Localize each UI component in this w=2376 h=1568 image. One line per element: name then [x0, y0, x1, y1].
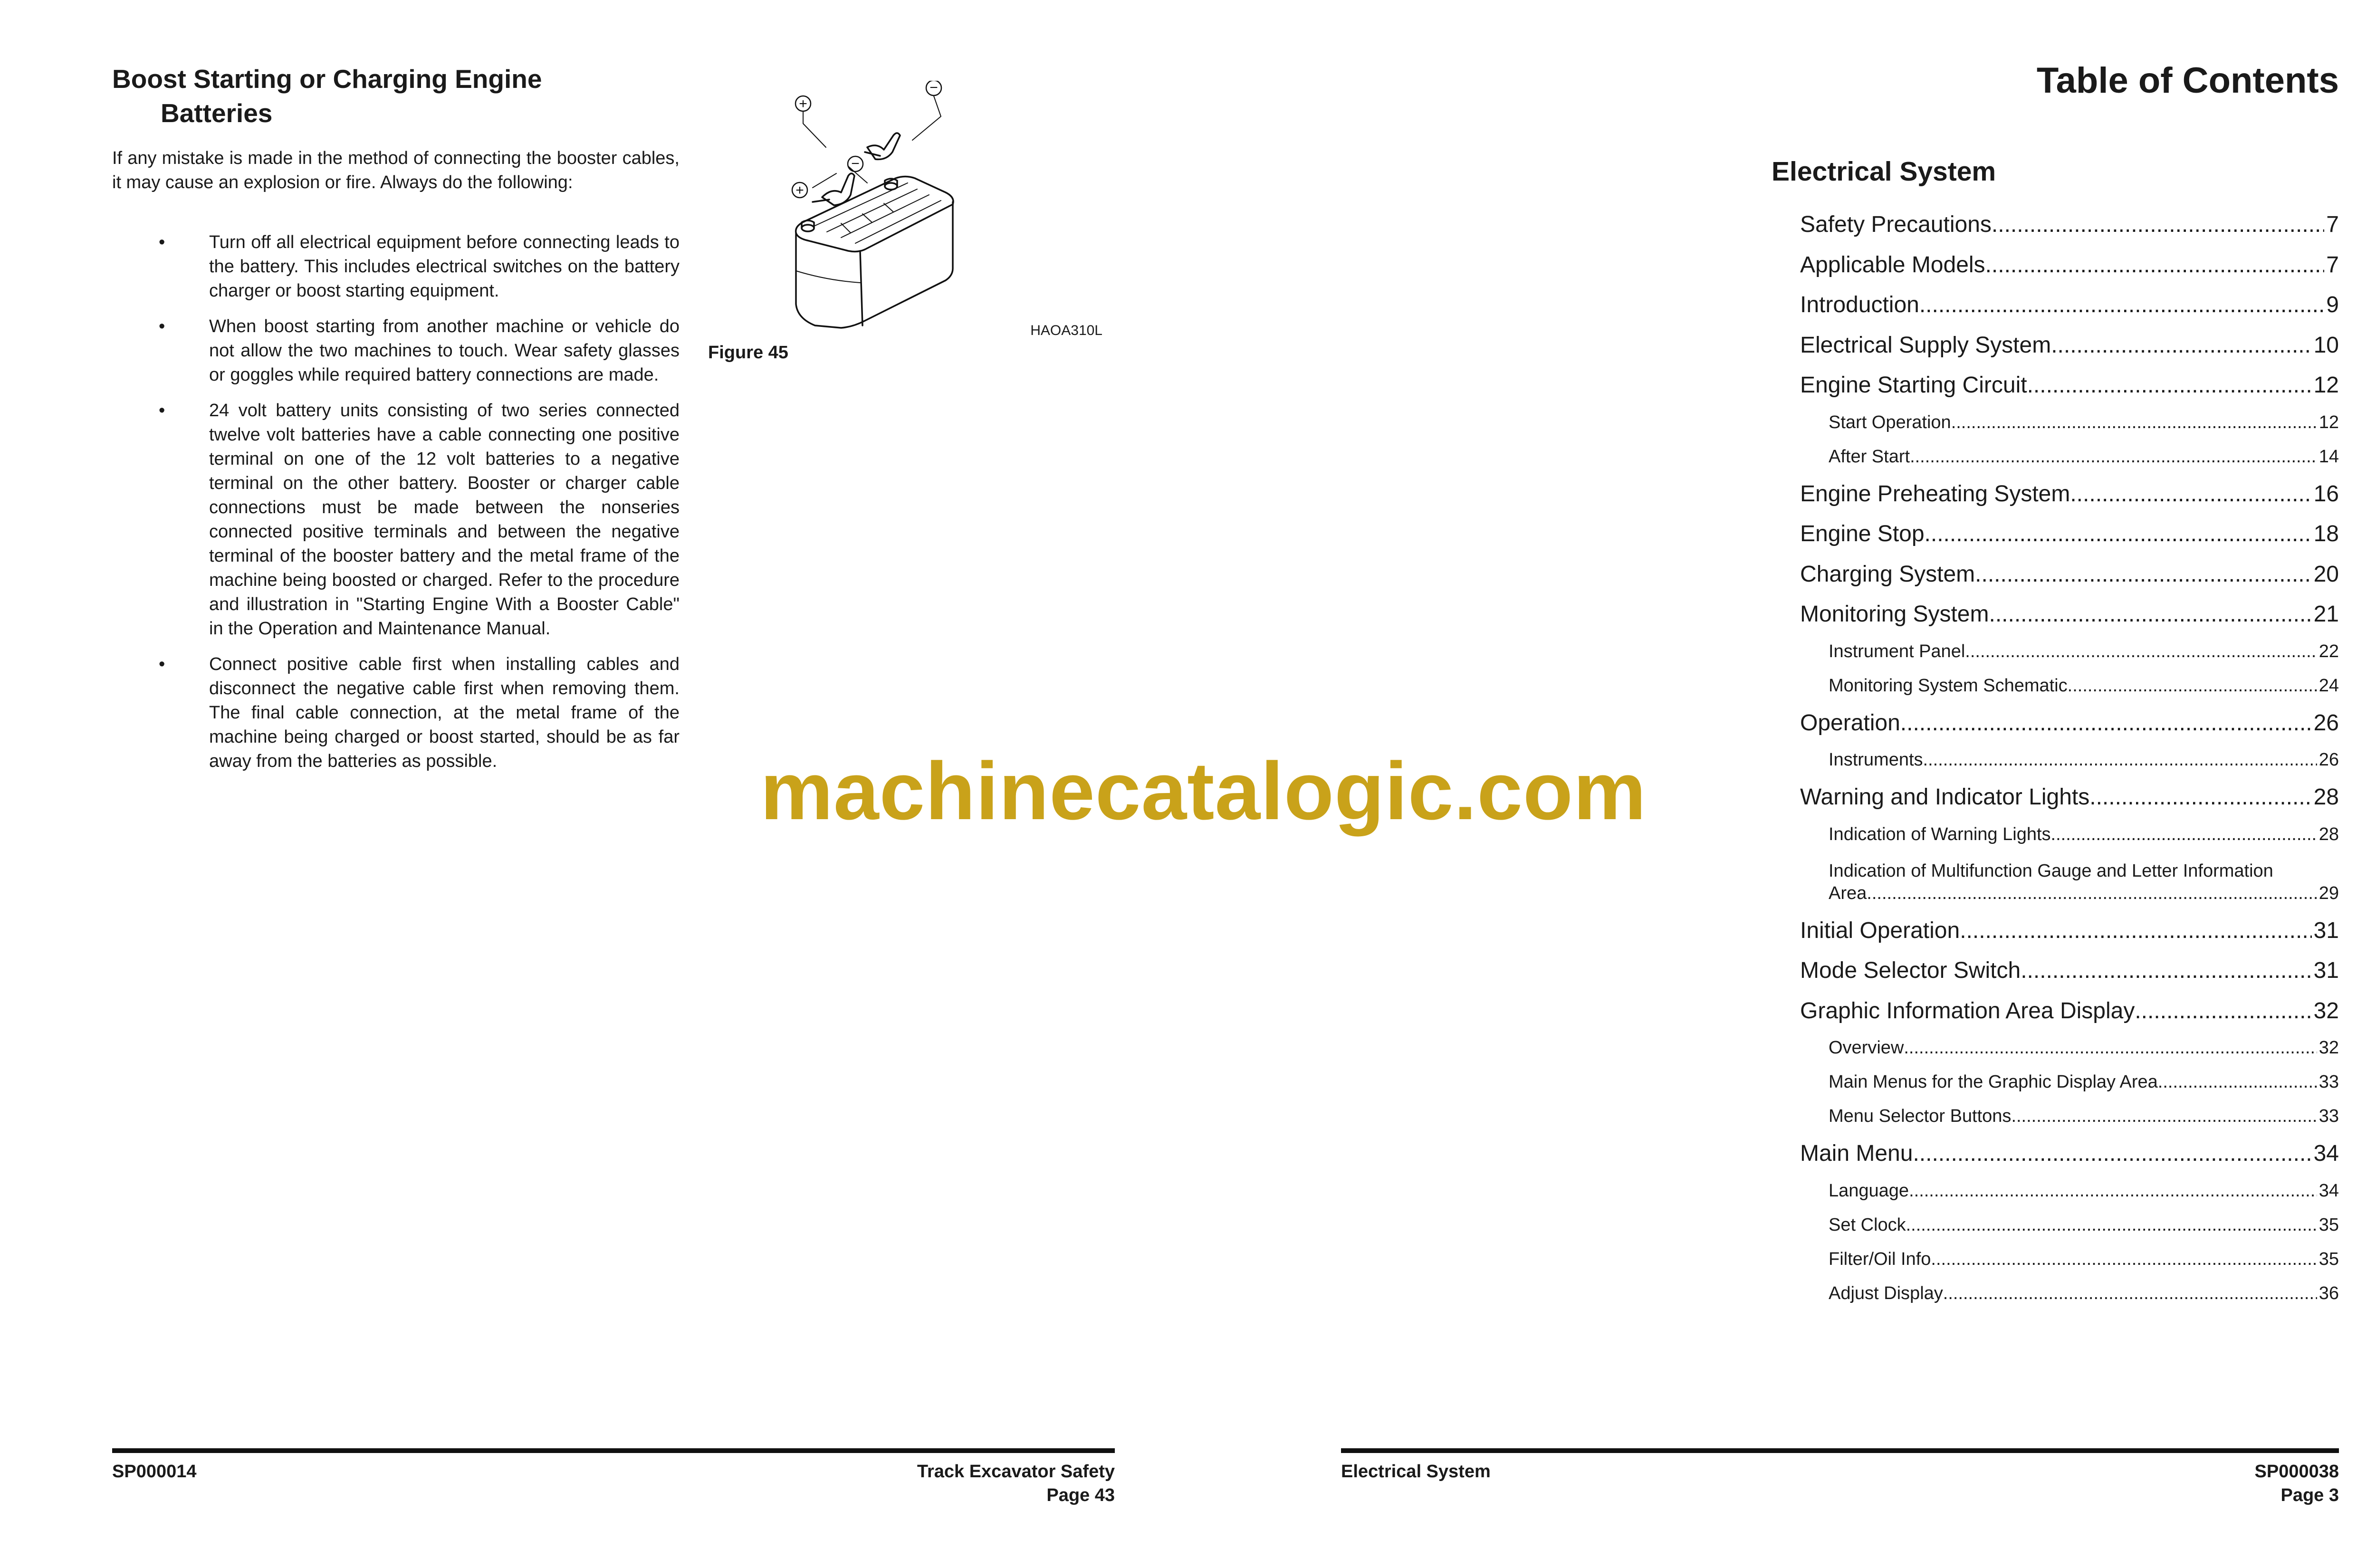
- toc-page-number: 31: [2313, 918, 2339, 943]
- toc-entry-line: [1800, 784, 2339, 810]
- toc-entry-label: Operation: [1800, 710, 1900, 736]
- toc-entry-line: [1800, 481, 2339, 507]
- toc-page-number: 32: [2319, 1038, 2339, 1058]
- toc-page-number: 33: [2319, 1106, 2339, 1126]
- toc-entry[interactable]: [1800, 412, 2339, 447]
- footer-page-left: Page 43: [1046, 1485, 1115, 1505]
- toc-entry[interactable]: [1800, 447, 2339, 481]
- toc-entry[interactable]: [1800, 710, 2339, 750]
- toc-entry[interactable]: [1800, 332, 2339, 373]
- toc-page-number: 34: [2319, 1180, 2339, 1201]
- toc-dot-leader: [1951, 412, 2317, 433]
- toc-entry-label: After Start: [1829, 446, 1910, 467]
- toc-page-number: 7: [2326, 212, 2339, 237]
- toc-entry-line: [1800, 957, 2339, 984]
- toc-page-number: 10: [2313, 332, 2339, 358]
- toc-dot-leader: [1867, 883, 2317, 904]
- toc-page-number: 18: [2313, 521, 2339, 546]
- bullet-dot: •: [159, 654, 165, 674]
- toc-entry-line: [1800, 252, 2339, 278]
- toc-entry-line: [1829, 883, 2339, 904]
- toc-entry-label: Applicable Models: [1800, 252, 1985, 277]
- toc-section-heading: Electrical System: [1772, 156, 1996, 187]
- toc-dot-leader: [2070, 481, 2311, 507]
- bullet-item: [112, 230, 680, 303]
- toc-dot-leader: [2051, 824, 2317, 845]
- footer-section-right: Electrical System: [1341, 1462, 1491, 1482]
- toc-page-number: 22: [2319, 641, 2339, 661]
- toc-entry[interactable]: [1800, 372, 2339, 412]
- toc-entry-line: [1829, 824, 2339, 845]
- toc-dot-leader: [1909, 1181, 2317, 1201]
- toc-entry[interactable]: [1800, 521, 2339, 561]
- toc-page-number: 26: [2313, 710, 2339, 736]
- toc-entry-line: [1829, 641, 2339, 662]
- toc-page-number: 28: [2319, 824, 2339, 844]
- toc-entry-line: [1829, 750, 2339, 770]
- page-title: Table of Contents: [2036, 60, 2339, 101]
- toc-dot-leader: [1943, 1283, 2317, 1304]
- bullet-text: When boost starting from another machine or vehicle do not allow the two machines to touch. Wear safety glasses or goggles while required battery connections are made.: [209, 316, 680, 385]
- toc-entry-line: [1800, 332, 2339, 358]
- toc-entry-line: [1800, 601, 2339, 627]
- toc-entry-label: Engine Starting Circuit: [1800, 373, 2027, 398]
- toc-entry-line: [1829, 1038, 2339, 1058]
- toc-entry-label: Electrical Supply System: [1800, 332, 2051, 358]
- plus-symbol: +: [795, 182, 804, 198]
- toc-page-number: 31: [2313, 958, 2339, 983]
- table-of-contents: [1800, 211, 2339, 1318]
- toc-entry-line: [1829, 1283, 2339, 1304]
- toc-entry[interactable]: [1800, 1140, 2339, 1181]
- toc-dot-leader: [1931, 1249, 2317, 1270]
- bullet-item: [112, 315, 680, 387]
- toc-dot-leader: [2027, 372, 2312, 398]
- toc-entry-line: [1800, 211, 2339, 238]
- toc-entry-line: [1829, 1215, 2339, 1235]
- footer-rule-left: [112, 1448, 1115, 1453]
- toc-entry[interactable]: [1800, 252, 2339, 292]
- toc-dot-leader: [1975, 561, 2311, 587]
- toc-entry[interactable]: [1800, 824, 2339, 859]
- toc-page-number: 7: [2326, 252, 2339, 277]
- toc-entry-line: [1800, 292, 2339, 318]
- toc-page-number: 32: [2313, 998, 2339, 1023]
- section-title: [112, 62, 706, 130]
- toc-entry-label: Main Menu: [1800, 1141, 1913, 1166]
- toc-entry[interactable]: [1800, 957, 2339, 998]
- toc-entry-label: Adjust Display: [1829, 1283, 1943, 1303]
- toc-entry-label: Charging System: [1800, 561, 1975, 587]
- toc-entry[interactable]: [1800, 1249, 2339, 1283]
- toc-page-number: 35: [2319, 1249, 2339, 1269]
- toc-dot-leader: [1919, 292, 2324, 318]
- footer-doc-id-left: SP000014: [112, 1462, 197, 1482]
- toc-entry-line: [1800, 372, 2339, 398]
- toc-dot-leader: [1900, 710, 2312, 736]
- toc-page-number: 29: [2319, 883, 2339, 903]
- toc-entry-label: Start Operation: [1829, 412, 1951, 432]
- toc-entry-line: [1829, 1181, 2339, 1201]
- footer-doc-id-right: SP000038: [2254, 1462, 2339, 1482]
- toc-entry-label: Mode Selector Switch: [1800, 958, 2021, 983]
- toc-page-number: 12: [2319, 412, 2339, 432]
- toc-entry-label: Engine Stop: [1800, 521, 1925, 546]
- toc-entry-line: [1800, 521, 2339, 547]
- toc-entry-label: Indication of Warning Lights: [1829, 824, 2051, 844]
- toc-entry[interactable]: [1800, 784, 2339, 824]
- toc-page-number: 26: [2319, 750, 2339, 770]
- bullet-item: [112, 399, 680, 641]
- toc-entry-line: [1800, 918, 2339, 944]
- section-title-line1: Boost Starting or Charging Engine: [112, 64, 542, 94]
- toc-page-number: 34: [2313, 1141, 2339, 1166]
- toc-dot-leader: [2068, 676, 2317, 696]
- toc-page-number: 33: [2319, 1072, 2339, 1092]
- toc-entry-line: [1800, 561, 2339, 587]
- toc-entry-line: [1800, 1140, 2339, 1166]
- toc-entry-line: [1829, 412, 2339, 433]
- toc-dot-leader: [1989, 601, 2311, 627]
- toc-entry-label: Instruments: [1829, 750, 1923, 770]
- bullet-text: 24 volt battery units consisting of two series connected twelve volt batteries have a cable connecting one positive terminal on one of the 12 volt batteries to a negative terminal on the other battery. Booster or charger cable connections must be made between the nonseries connected positive terminals and between the negative terminal of the booster battery and the metal frame of the machine being boosted or charged. Refer to the procedure and illustration in "Starting Engine With a Booster Cable" in the Operation and Maintenance Manual.: [209, 401, 680, 639]
- toc-entry[interactable]: [1800, 1038, 2339, 1072]
- toc-entry[interactable]: [1800, 750, 2339, 784]
- toc-entry-label: Main Menus for the Graphic Display Area: [1829, 1072, 2158, 1092]
- footer-rule-right: [1341, 1448, 2339, 1453]
- toc-entry-label: Instrument Panel: [1829, 641, 1965, 661]
- toc-entry[interactable]: [1800, 1106, 2339, 1140]
- toc-entry-label: Graphic Information Area Display: [1800, 998, 2135, 1023]
- toc-entry-label: Introduction: [1800, 292, 1919, 317]
- toc-entry-label: Filter/Oil Info: [1829, 1249, 1931, 1269]
- toc-page-number: 9: [2326, 292, 2339, 317]
- toc-entry[interactable]: [1800, 292, 2339, 332]
- toc-dot-leader: [1910, 447, 2317, 467]
- minus-symbol: −: [929, 81, 938, 96]
- minus-symbol: −: [851, 156, 860, 172]
- bullet-dot: •: [159, 232, 165, 252]
- toc-dot-leader: [2051, 332, 2311, 358]
- battery-booster-cable-illustration: [770, 81, 969, 333]
- toc-page-number: 24: [2319, 675, 2339, 696]
- toc-entry[interactable]: [1800, 1215, 2339, 1249]
- toc-dot-leader: [2089, 784, 2311, 810]
- footer-page-right: Page 3: [2280, 1485, 2339, 1505]
- toc-page-number: 12: [2313, 373, 2339, 398]
- toc-entry[interactable]: [1800, 641, 2339, 676]
- toc-entry[interactable]: [1800, 998, 2339, 1038]
- toc-entry-line: [1829, 1249, 2339, 1270]
- toc-dot-leader: [1992, 211, 2324, 238]
- toc-dot-leader: [1925, 521, 2312, 547]
- bullet-text: Connect positive cable first when installing cables and disconnect the negative cable first when removing them. The final cable connection, at the metal frame of the machine being charged or boost started, should be as far away from the batteries as possible.: [209, 654, 680, 771]
- toc-entry-label: Monitoring System Schematic: [1829, 675, 2068, 696]
- toc-page-number: 36: [2319, 1283, 2339, 1303]
- toc-dot-leader: [1913, 1140, 2311, 1166]
- safety-bullet-list: [112, 230, 680, 785]
- plus-symbol: +: [799, 96, 807, 112]
- toc-entry-label: Language: [1829, 1180, 1909, 1201]
- bullet-dot: •: [159, 316, 165, 336]
- toc-entry-label: Safety Precautions: [1800, 212, 1992, 237]
- toc-entry-line: [1800, 998, 2339, 1024]
- toc-dot-leader: [1960, 918, 2311, 944]
- toc-page-number: 35: [2319, 1214, 2339, 1235]
- toc-entry[interactable]: [1800, 676, 2339, 710]
- toc-entry-label: Overview: [1829, 1038, 1904, 1058]
- toc-entry[interactable]: [1800, 481, 2339, 521]
- toc-entry[interactable]: [1800, 561, 2339, 602]
- toc-page-number: 21: [2313, 602, 2339, 627]
- watermark-text: machinecatalogic.com: [760, 746, 1647, 837]
- footer-title-left: Track Excavator Safety: [917, 1462, 1115, 1482]
- toc-dot-leader: [2158, 1072, 2317, 1092]
- intro-paragraph: If any mistake is made in the method of connecting the booster cables, it may cause an explosion or fire. Always do the following:: [112, 148, 680, 192]
- toc-entry[interactable]: [1800, 1283, 2339, 1318]
- toc-dot-leader: [1923, 750, 2317, 770]
- bullet-text: Turn off all electrical equipment before connecting leads to the battery. This includes electrical switches on the battery charger or boost starting equipment.: [209, 232, 680, 301]
- bullet-item: [112, 652, 680, 774]
- toc-entry-line: [1829, 447, 2339, 467]
- toc-dot-leader: [2135, 998, 2311, 1024]
- toc-entry[interactable]: [1800, 1181, 2339, 1215]
- toc-dot-leader: [2011, 1106, 2317, 1127]
- toc-entry[interactable]: [1800, 859, 2339, 918]
- figure-code: HAOA310L: [1030, 323, 1102, 338]
- toc-dot-leader: [2021, 957, 2311, 984]
- toc-entry-label: Monitoring System: [1800, 602, 1989, 627]
- toc-entry-label-continued: Area: [1829, 883, 1867, 903]
- toc-dot-leader: [1906, 1215, 2317, 1235]
- toc-page-number: 28: [2313, 784, 2339, 810]
- toc-page-number: 16: [2313, 481, 2339, 507]
- toc-entry-label: Initial Operation: [1800, 918, 1960, 943]
- toc-entry-line: [1829, 676, 2339, 696]
- toc-dot-leader: [1965, 641, 2317, 662]
- toc-entry[interactable]: [1800, 211, 2339, 252]
- toc-entry[interactable]: [1800, 918, 2339, 958]
- toc-entry[interactable]: [1800, 601, 2339, 641]
- figure-caption: Figure 45: [708, 343, 788, 363]
- toc-entry[interactable]: [1800, 1072, 2339, 1106]
- toc-entry-line: [1800, 710, 2339, 736]
- toc-entry-label: Engine Preheating System: [1800, 481, 2070, 507]
- toc-entry-label: Warning and Indicator Lights: [1800, 784, 2090, 810]
- bullet-dot: •: [159, 401, 165, 421]
- toc-entry-line: [1829, 1072, 2339, 1092]
- toc-entry-label: Menu Selector Buttons: [1829, 1106, 2012, 1126]
- section-title-line2: Batteries: [161, 98, 273, 128]
- toc-entry-line: [1829, 1106, 2339, 1127]
- toc-entry-label: Indication of Multifunction Gauge and Letter Information: [1829, 860, 2273, 881]
- toc-entry-label: Set Clock: [1829, 1214, 1906, 1235]
- toc-page-number: 14: [2319, 446, 2339, 467]
- toc-dot-leader: [1904, 1038, 2317, 1058]
- toc-dot-leader: [1985, 252, 2325, 278]
- toc-page-number: 20: [2313, 561, 2339, 587]
